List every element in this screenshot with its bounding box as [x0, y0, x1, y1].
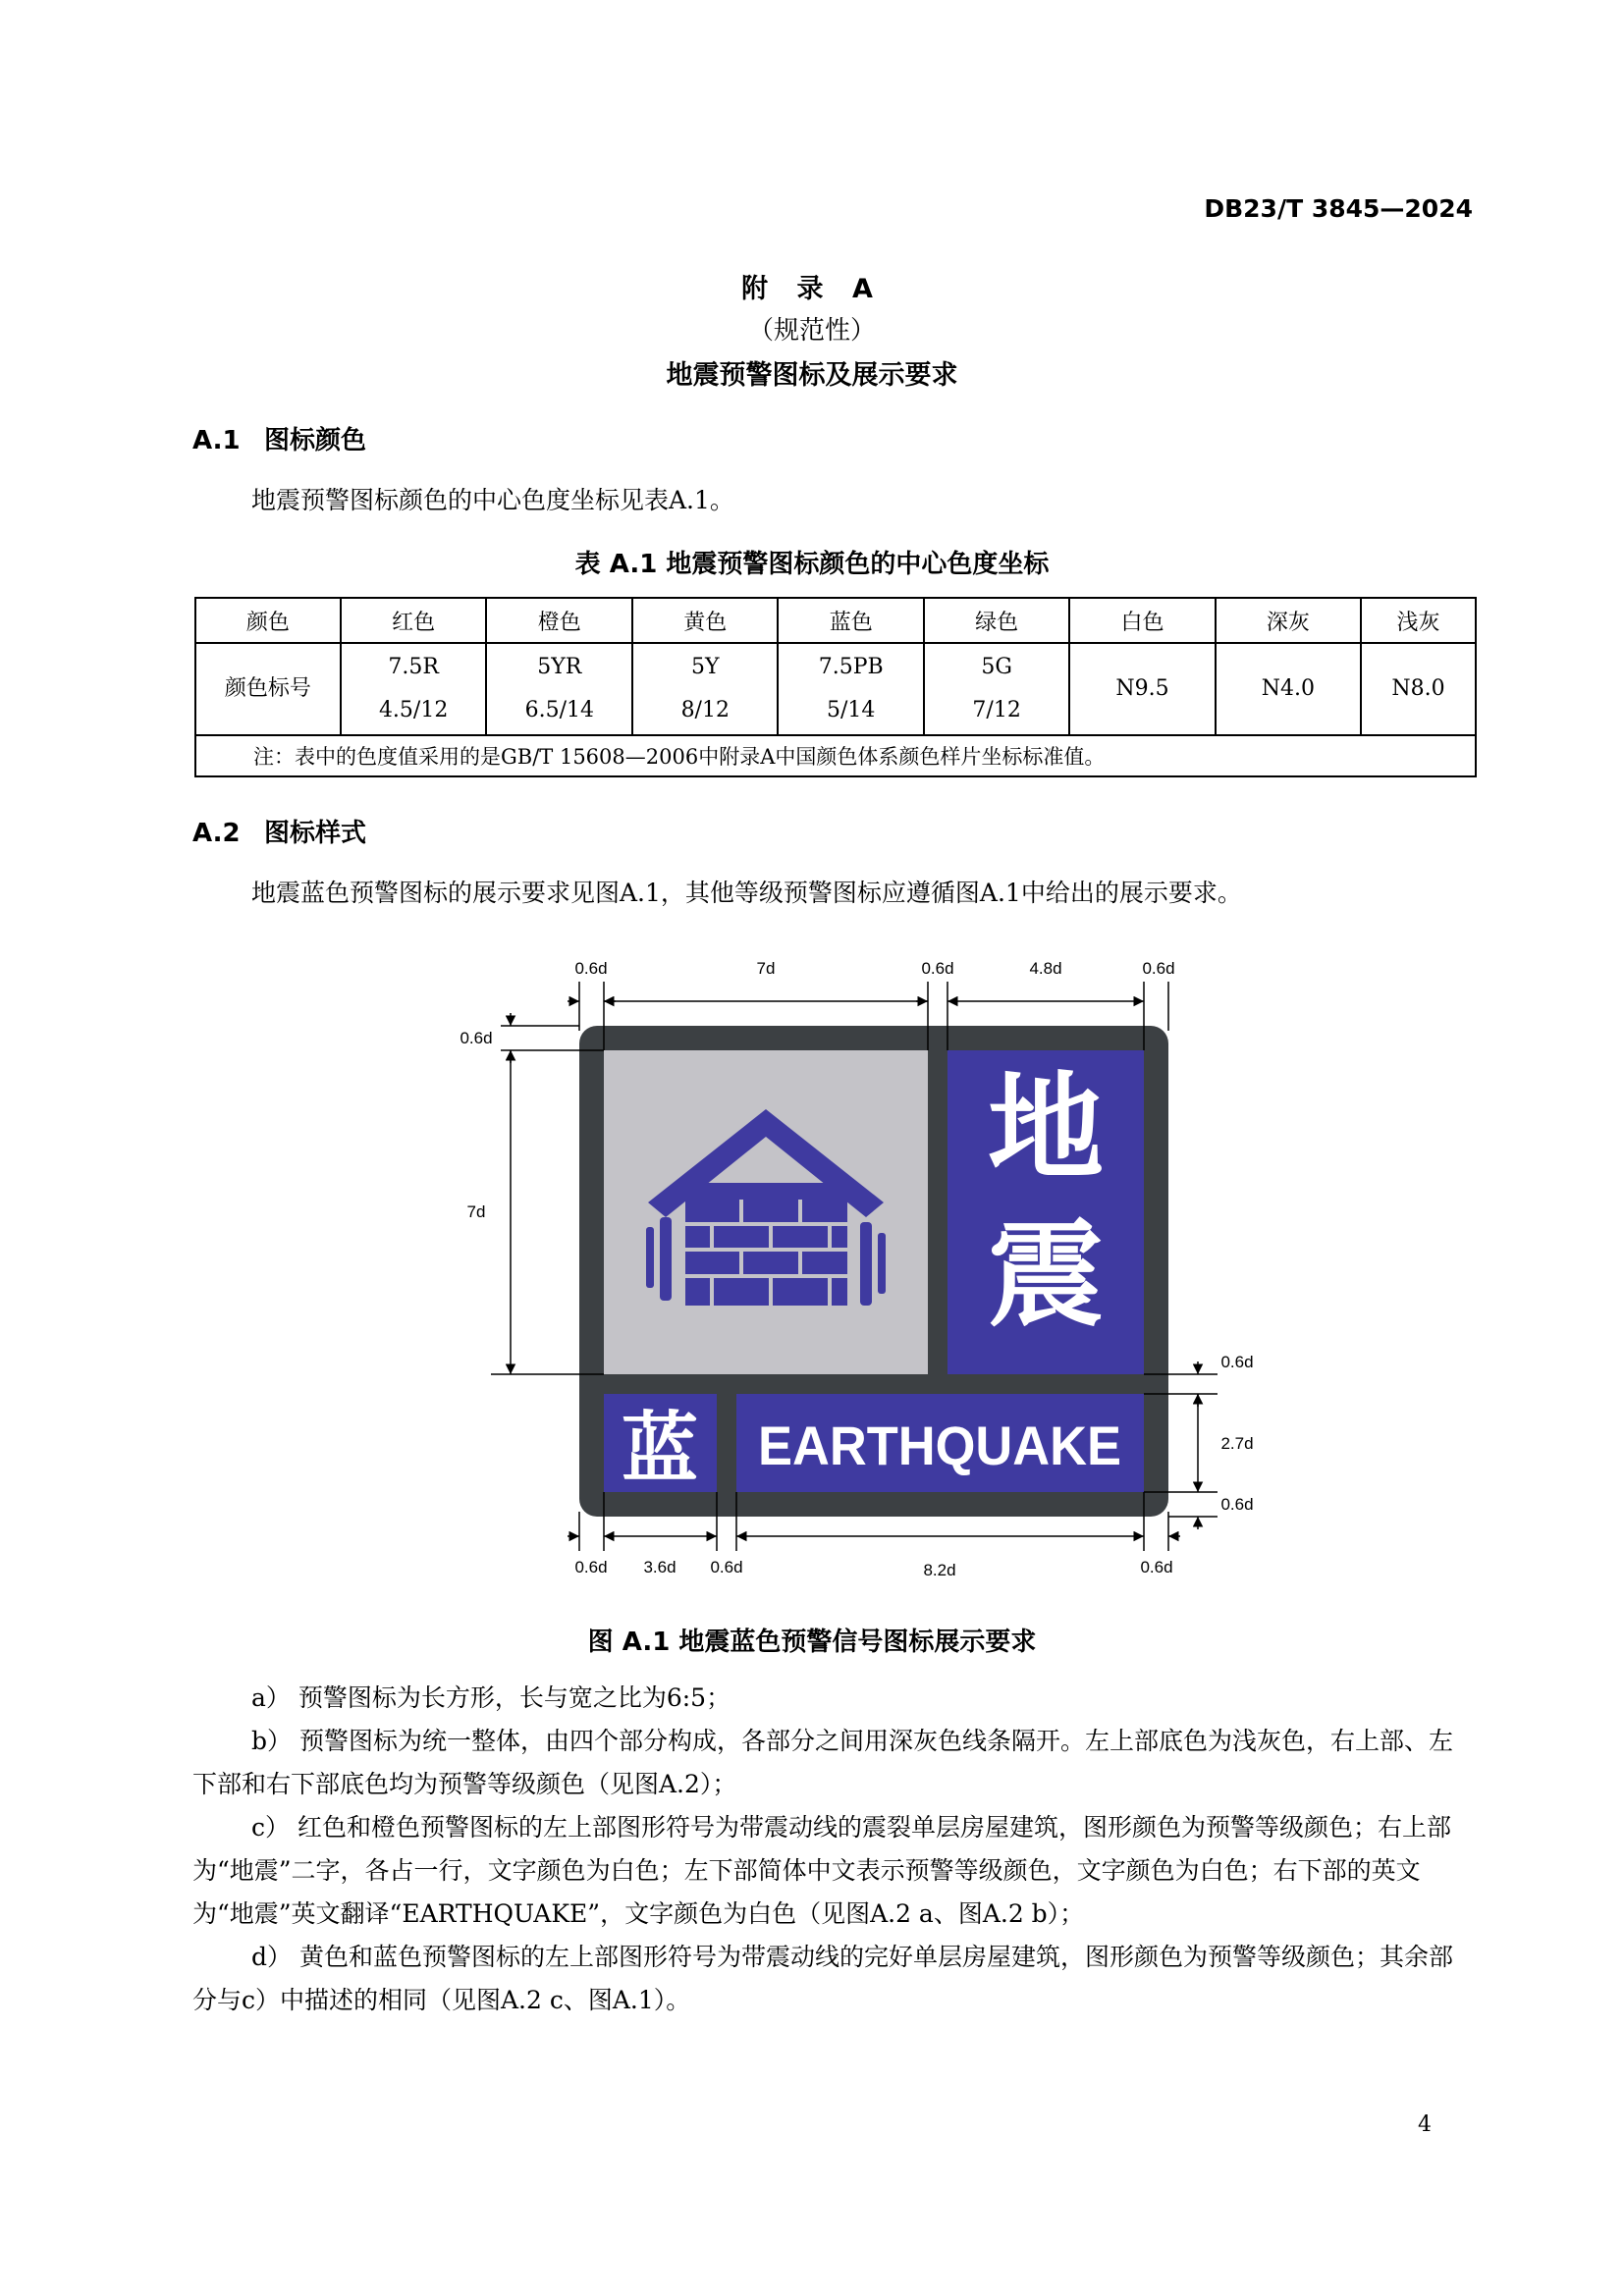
- table-cell: [341, 643, 487, 735]
- icon-text-zhen: 震: [987, 1207, 1105, 1343]
- dim-label: 0.6d: [574, 1558, 608, 1576]
- requirements-list: [192, 1677, 1477, 2022]
- dim-label: 2.7d: [1220, 1434, 1254, 1453]
- table-cell: N4.0: [1216, 643, 1361, 735]
- section-a1-heading: [192, 420, 366, 456]
- section-title: 图标样式: [264, 819, 367, 848]
- dim-label: 7d: [466, 1202, 486, 1221]
- cell-value-top: 7.5PB: [818, 655, 884, 679]
- table-row: [195, 643, 1476, 735]
- icon-dimension-diagram: [452, 942, 1254, 1590]
- icon-text-di: 地: [987, 1060, 1105, 1196]
- table-header-cell: 白色: [1069, 598, 1215, 643]
- cell-value-bottom: 7/12: [972, 698, 1021, 722]
- cell-value-top: 5YR: [537, 655, 582, 679]
- table-cell: N8.0: [1361, 643, 1476, 735]
- appendix-nature: （规范性）: [747, 316, 876, 346]
- page-number: 4: [1418, 2112, 1432, 2137]
- level-text: 蓝: [621, 1405, 699, 1493]
- table-header-cell: 红色: [341, 598, 487, 643]
- dim-label: 0.6d: [1140, 1558, 1173, 1576]
- dim-label: 0.6d: [1142, 959, 1175, 978]
- cell-value-top: 7.5R: [388, 655, 439, 679]
- cell-value-bottom: 8/12: [680, 698, 730, 722]
- table-note-row: [195, 735, 1476, 776]
- section-number: A.2: [192, 819, 241, 848]
- document-number: DB23/T 3845—2024: [1204, 194, 1473, 223]
- cell-value-bottom: 5/14: [826, 698, 876, 722]
- list-item: a） 预警图标为长方形，长与宽之比为6:5；: [251, 1683, 731, 1712]
- appendix-label: 附 录 A: [741, 274, 883, 304]
- table-header-cell: 颜色: [195, 598, 341, 643]
- section-a2-heading: [192, 813, 366, 849]
- cell-value-top: 5Y: [691, 655, 720, 679]
- row-label: 颜色标号: [195, 643, 341, 735]
- dim-label: 7d: [756, 959, 776, 978]
- list-item: b） 预警图标为统一整体，由四个部分构成，各部分之间用深灰色线条隔开。左上部底色为浅灰色，右上部、左下部和右下部底色均为预警等级颜色（见图A.2）；: [192, 1727, 1453, 1798]
- dim-label: 0.6d: [460, 1029, 493, 1047]
- english-text: EARTHQUAKE: [758, 1415, 1121, 1476]
- table-header-cell: 蓝色: [778, 598, 924, 643]
- table-cell: N9.5: [1069, 643, 1215, 735]
- dim-label: 0.6d: [574, 959, 608, 978]
- earthquake-icon-figure: [452, 942, 1254, 1594]
- color-table: [194, 597, 1477, 777]
- figure-caption: 图 A.1 地震蓝色预警信号图标展示要求: [587, 1628, 1037, 1657]
- cell-value-top: 5G: [981, 655, 1012, 679]
- section-a2-intro: 地震蓝色预警图标的展示要求见图A.1，其他等级预警图标应遵循图A.1中给出的展示要求。: [251, 879, 1242, 907]
- section-title: 图标颜色: [264, 426, 367, 455]
- section-number: A.1: [192, 426, 241, 455]
- table-cell: [486, 643, 632, 735]
- dim-label: 0.6d: [921, 959, 954, 978]
- table-cell: [778, 643, 924, 735]
- cell-value-bottom: 4.5/12: [378, 698, 449, 722]
- table-caption: 表 A.1 地震预警图标颜色的中心色度坐标: [574, 550, 1050, 579]
- dim-label: 4.8d: [1029, 959, 1062, 978]
- dim-label: 0.6d: [1220, 1495, 1254, 1514]
- table-note: 注：表中的色度值采用的是GB/T 15608—2006中附录A中国颜色体系颜色样片坐标标准值。: [195, 735, 1476, 776]
- table-header-cell: 绿色: [924, 598, 1069, 643]
- table-header-cell: 浅灰: [1361, 598, 1476, 643]
- dim-label: 8.2d: [923, 1561, 956, 1579]
- cell-value-bottom: 6.5/14: [524, 698, 594, 722]
- table-header-cell: 深灰: [1216, 598, 1361, 643]
- table-header-cell: 橙色: [486, 598, 632, 643]
- dim-label: 0.6d: [1220, 1353, 1254, 1371]
- dim-label: 0.6d: [710, 1558, 743, 1576]
- table-cell: [924, 643, 1069, 735]
- list-item: c） 红色和橙色预警图标的左上部图形符号为带震动线的震裂单层房屋建筑，图形颜色为预警等级颜色；右上部为“地震”二字，各占一行，文字颜色为白色；左下部简体中文表示预警等级颜色，文字颜色为白色；右下部的英文为“地震”英文翻译“EARTHQUAKE”，文字颜色为白色（见图A.2 a、图A.2 b）；: [192, 1813, 1451, 1928]
- table-header-row: [195, 598, 1476, 643]
- dim-label: 3.6d: [643, 1558, 677, 1576]
- section-a1-intro: 地震预警图标颜色的中心色度坐标见表A.1。: [251, 486, 734, 514]
- appendix-title: 地震预警图标及展示要求: [666, 360, 958, 391]
- table-header-cell: 黄色: [632, 598, 778, 643]
- table-cell: [632, 643, 778, 735]
- list-item: d） 黄色和蓝色预警图标的左上部图形符号为带震动线的完好单层房屋建筑，图形颜色为预警等级颜色；其余部分与c）中描述的相同（见图A.2 c、图A.1）。: [192, 1943, 1453, 2014]
